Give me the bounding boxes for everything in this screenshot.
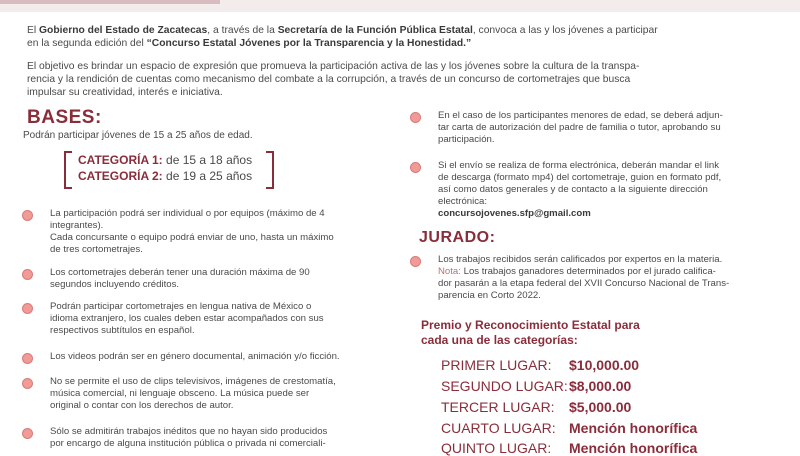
bases-subtitle: Podrán participar jóvenes de 15 a 25 años de edad. <box>23 130 253 141</box>
bases-item <box>50 208 390 256</box>
item-line: Si el envío se realiza de forma electrónica, deberán mandar el link <box>438 160 720 171</box>
item-line: por encargo de alguna institución pública o privada ni comerciali- <box>50 438 326 449</box>
item-line: así como datos generales y de contacto a la siguiente dirección <box>438 184 708 195</box>
prize-place: QUINTO LUGAR: <box>441 440 552 456</box>
contest-name: “Concurso Estatal Jóvenes por la Transparencia y la Honestidad.” <box>146 38 472 50</box>
prize-amount: Mención honorífica <box>569 420 698 436</box>
category-value: de 19 a 25 años <box>166 169 253 183</box>
intro-secretaria: Secretaría de la Función Pública Estatal <box>277 25 473 36</box>
item-line: electrónica: <box>438 196 488 207</box>
item-line: idioma extranjero, los cuales deben estar acompañados con sus <box>50 313 324 324</box>
bullet-dot <box>22 378 33 389</box>
bases-item <box>438 110 778 146</box>
item-line: Cada concursante o equipo podrá enviar de uno, hasta un máximo <box>50 232 334 243</box>
item-line: dor pasarán a la etapa federal del XVII Concurso Nacional de Trans- <box>438 278 730 289</box>
prize-row <box>441 399 631 415</box>
bullet-dot <box>22 303 33 314</box>
bases-item <box>438 160 778 220</box>
intro-text: , convoca a las y los jóvenes a participar <box>472 25 658 36</box>
contact-email[interactable]: concursojovenes.sfp@gmail.com <box>438 208 591 219</box>
item-line: Sólo se admitirán trabajos inéditos que no hayan sido producidos <box>50 426 328 437</box>
item-line: segundos incluyendo créditos. <box>50 279 180 290</box>
item-line: No se permite el uso de clips televisivos, imágenes de crestomatía, <box>50 376 336 387</box>
bases-item <box>50 351 400 363</box>
jurado-item <box>438 254 778 302</box>
prize-amount: $8,000.00 <box>569 378 632 394</box>
item-line: parencia en Corto 2022. <box>438 290 541 301</box>
prize-row <box>441 420 697 436</box>
bullet-dot <box>410 112 421 123</box>
bullet-dot <box>22 210 33 221</box>
item-line: En el caso de los participantes menores de edad, se deberá adjun- <box>438 110 723 121</box>
prize-amount: $5,000.00 <box>569 399 632 415</box>
categories-box <box>64 151 274 187</box>
intro-paragraph <box>27 24 787 50</box>
bases-item <box>50 426 390 450</box>
bases-item <box>50 301 390 337</box>
prize-place: SEGUNDO LUGAR: <box>441 378 568 394</box>
intro-government: Gobierno del Estado de Zacatecas <box>39 25 208 36</box>
objective-paragraph <box>27 60 787 100</box>
top-accent <box>0 0 220 4</box>
nota-label: Nota: <box>438 266 461 277</box>
item-line: tar carta de autorización del padre de familia o tutor, aprobando su <box>438 122 721 133</box>
category-label: CATEGORÍA 2: <box>78 169 163 183</box>
prize-heading-line: Premio y Reconocimiento Estatal para <box>421 318 640 332</box>
item-line: participación. <box>438 134 495 145</box>
bases-item <box>50 376 390 412</box>
intro-text: en la segunda edición del <box>27 38 147 50</box>
category-label: CATEGORÍA 1: <box>78 153 163 167</box>
intro-text: , a través de la <box>207 25 278 36</box>
bases-heading: BASES: <box>27 107 102 128</box>
prize-amount: Mención honorífica <box>569 440 698 456</box>
bullet-dot <box>410 256 421 267</box>
objective-line: impulsar su creatividad, interés e iniciativa. <box>27 87 223 99</box>
objective-line: El objetivo es brindar un espacio de expresión que promueva la participación activa de las y los jóvenes sobre la cultura de la transpa- <box>27 61 640 72</box>
bullet-dot <box>22 269 33 280</box>
nota-text: Los trabajos ganadores determinados por el jurado califica- <box>460 266 716 277</box>
prize-row <box>441 357 639 373</box>
prize-place: TERCER LUGAR: <box>441 399 555 415</box>
item-line: de tres cortometrajes. <box>50 244 143 255</box>
item-line: respectivos subtítulos en español. <box>50 325 195 336</box>
item-line: Los videos podrán ser en género documental, animación y/o ficción. <box>50 351 340 362</box>
item-line: Podrán participar cortometrajes en lengua nativa de México o <box>50 301 312 312</box>
item-line: de descarga (formato mp4) del cortometraje, guion en formato pdf, <box>438 172 722 183</box>
prize-row <box>441 440 697 456</box>
category-2 <box>78 169 252 183</box>
prize-row <box>441 378 631 394</box>
prize-heading <box>421 318 741 348</box>
prize-amount: $10,000.00 <box>569 357 640 373</box>
objective-line: rencia y la rendición de cuentas como mecanismo del combate a la corrupción, a través de un concurso de cortometrajes que busca <box>27 74 631 86</box>
item-line: Los cortometrajes deberán tener una duración máxima de 90 <box>50 267 310 278</box>
prize-heading-line: cada una de las categorías: <box>421 333 578 347</box>
item-line: La participación podrá ser individual o por equipos (máximo de 4 <box>50 208 325 219</box>
bracket-right <box>266 151 274 189</box>
intro-text: El <box>27 25 40 36</box>
bullet-dot <box>22 428 33 439</box>
top-decoration <box>0 0 800 12</box>
bullet-dot <box>410 162 421 173</box>
bracket-left <box>64 151 72 189</box>
bullet-dot <box>22 353 33 364</box>
bases-item <box>50 267 390 291</box>
item-line: música comercial, ni lenguaje obsceno. La música puede ser <box>50 388 310 399</box>
category-value: de 15 a 18 años <box>166 153 253 167</box>
item-line: Los trabajos recibidos serán calificados por expertos en la materia. <box>438 254 723 265</box>
jurado-heading: JURADO: <box>419 229 496 246</box>
prize-place: PRIMER LUGAR: <box>441 357 552 373</box>
item-line: integrantes). <box>50 220 104 231</box>
item-line: original o contar con los derechos de autor. <box>50 400 234 411</box>
category-1 <box>78 153 252 167</box>
prize-place: CUARTO LUGAR: <box>441 420 556 436</box>
